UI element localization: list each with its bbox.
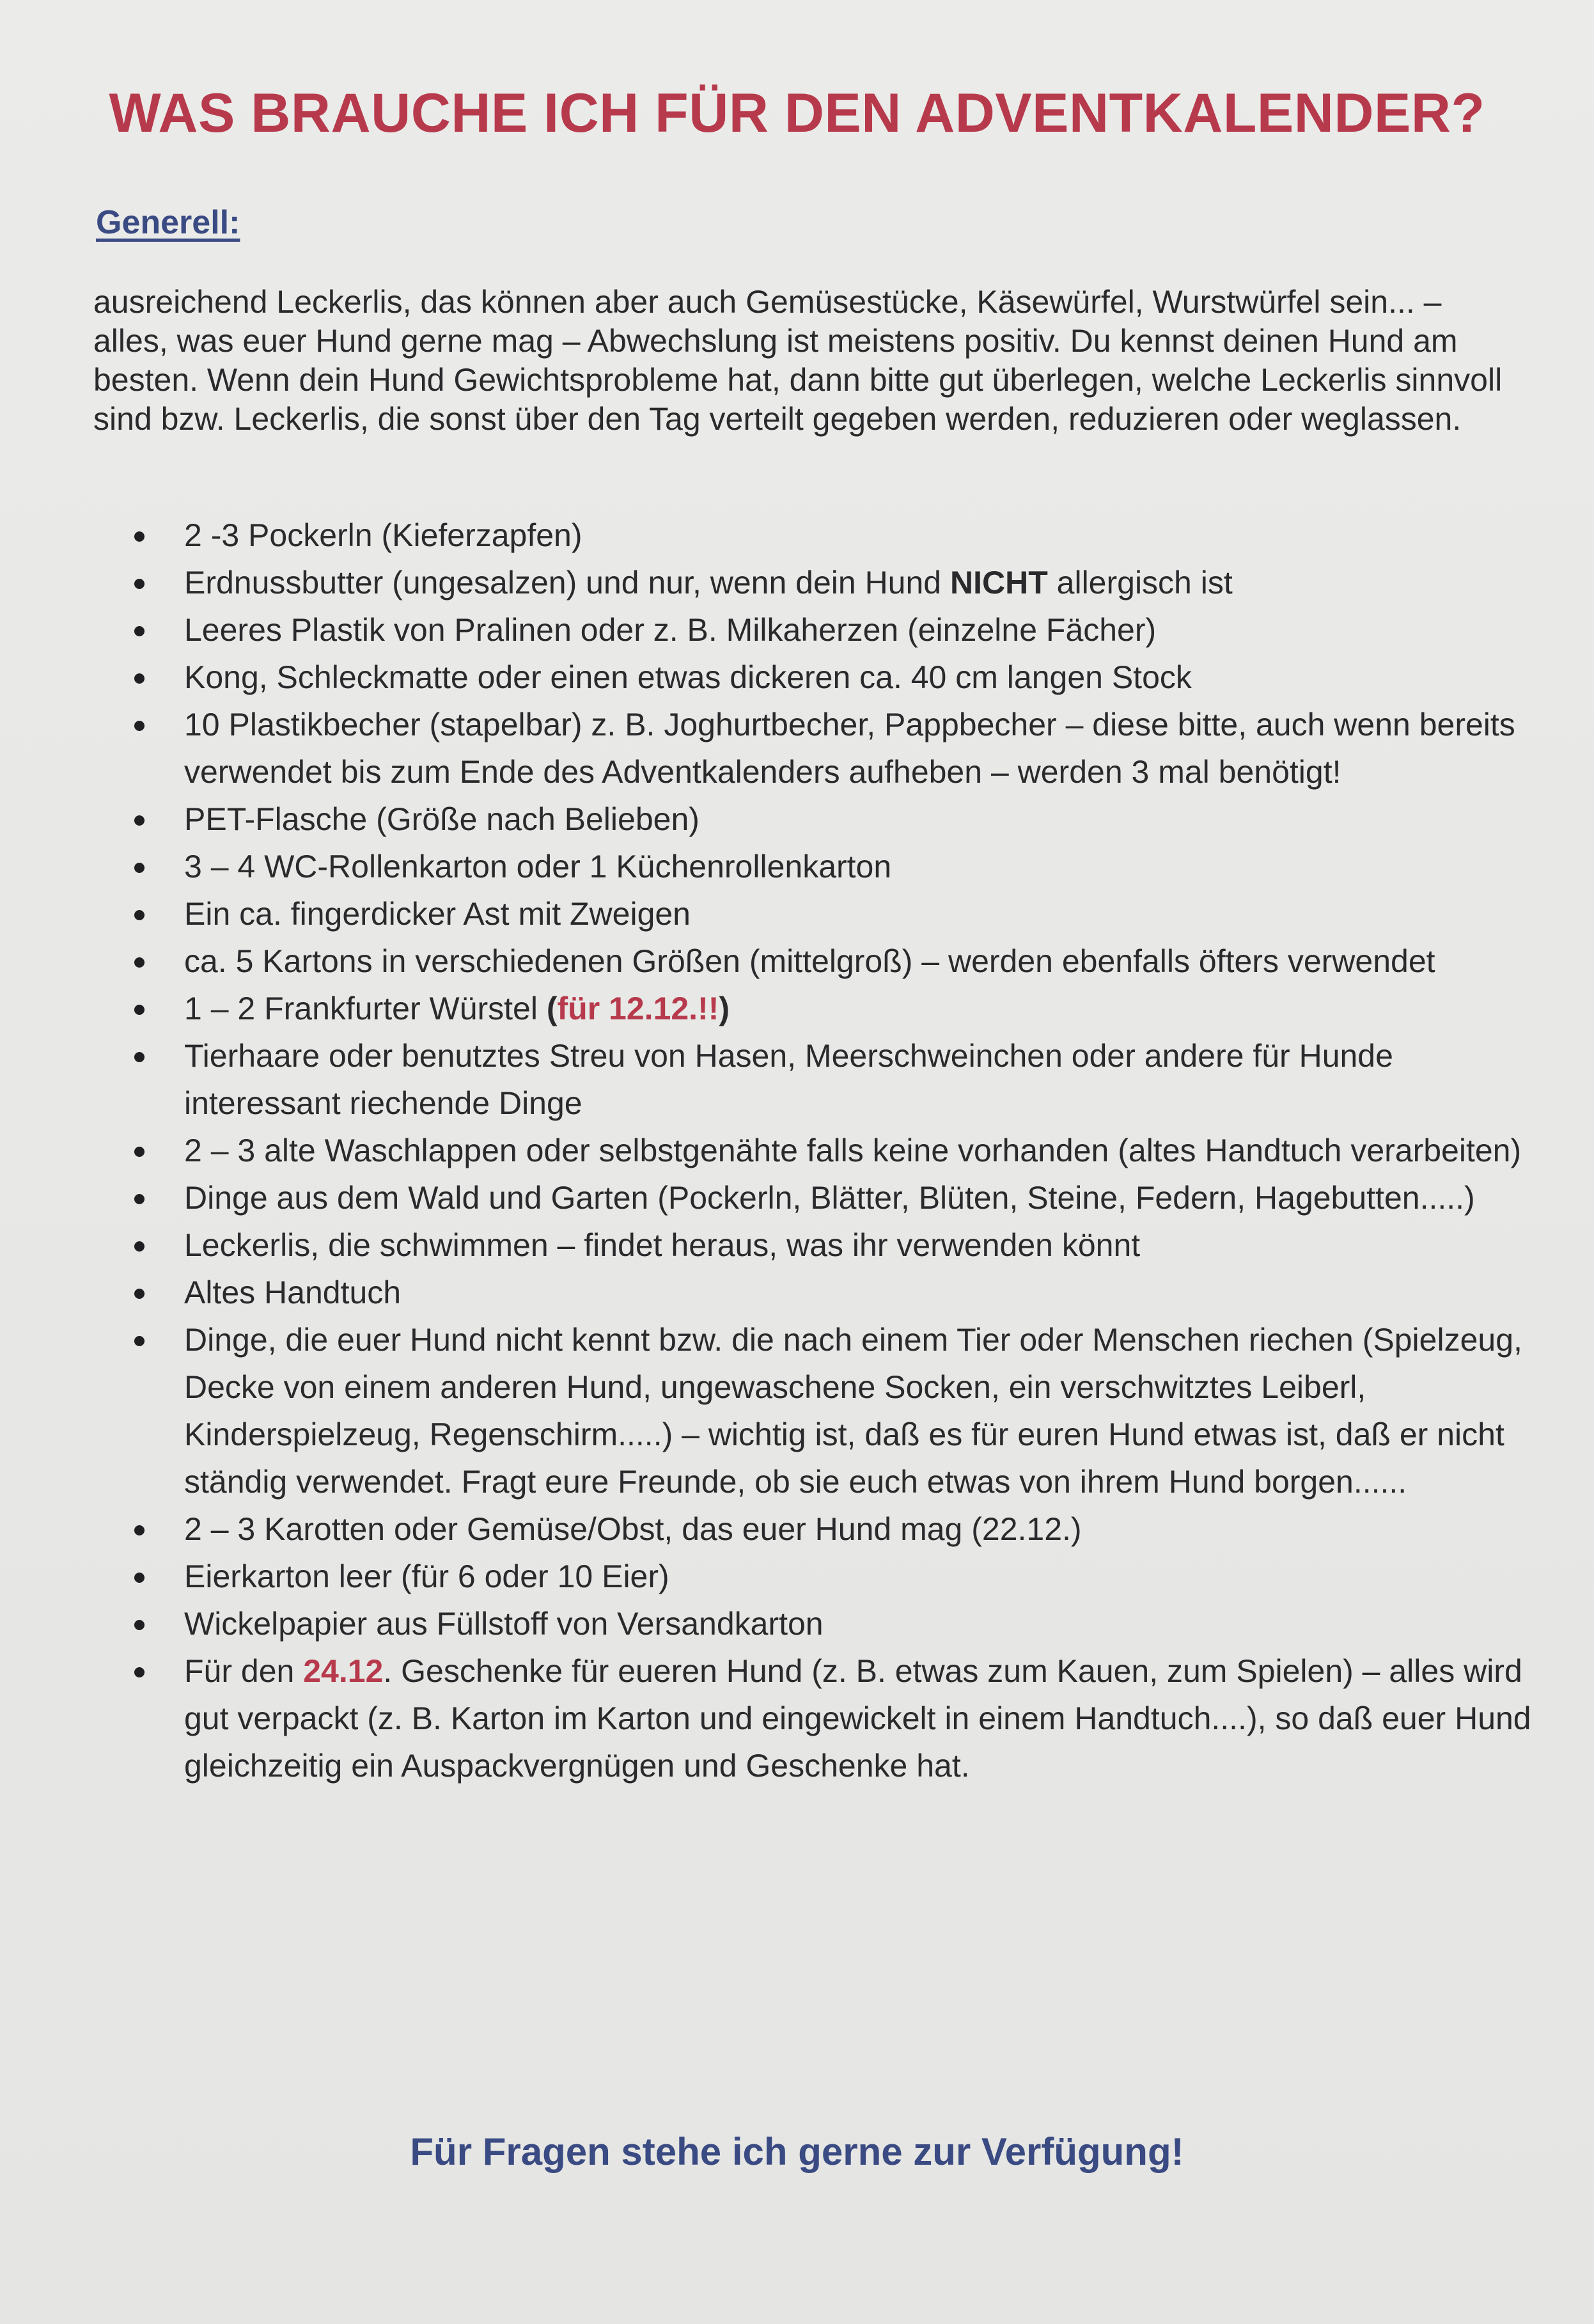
list-item (134, 1316, 1541, 1505)
list-item-text: allergisch ist (1047, 565, 1233, 601)
bullet-icon (134, 1005, 145, 1015)
bullet-icon (134, 1573, 145, 1583)
bullet-icon (134, 1147, 145, 1157)
date-highlight: für 12.12.!! (557, 991, 719, 1026)
list-item (134, 843, 1541, 890)
list-item-text: Kong, Schleckmatte oder einen etwas dickeren ca. 40 cm langen Stock (184, 659, 1192, 695)
supply-list (134, 512, 1541, 1789)
list-item (134, 1032, 1541, 1127)
list-item (134, 1127, 1541, 1174)
list-item (134, 654, 1541, 701)
list-item-text: Für den (184, 1653, 304, 1689)
bullet-icon (134, 1289, 145, 1299)
list-item (134, 1221, 1541, 1269)
list-item-text: 3 – 4 WC-Rollenkarton oder 1 Küchenrollenkarton (184, 849, 892, 884)
list-item (134, 559, 1541, 606)
list-item-text: Ein ca. fingerdicker Ast mit Zweigen (184, 896, 691, 932)
list-item-text: Altes Handtuch (184, 1275, 402, 1310)
paren-open: ( (546, 991, 558, 1026)
bullet-icon (134, 1052, 145, 1062)
bullet-icon (134, 1620, 145, 1630)
list-item (134, 1553, 1541, 1600)
bullet-icon (134, 1525, 145, 1535)
section-heading-generell: Generell: (96, 204, 240, 241)
bullet-icon (134, 531, 145, 542)
list-item (134, 938, 1541, 985)
list-item-text: 1 – 2 Frankfurter Würstel (184, 991, 547, 1026)
bullet-icon (134, 626, 145, 636)
bullet-icon (134, 1336, 145, 1346)
paren-close: ) (719, 991, 730, 1026)
date-highlight: 24.12 (303, 1653, 384, 1689)
list-item-text: ca. 5 Kartons in verschiedenen Größen (mittelgroß) – werden ebenfalls öfters verwendet (184, 943, 1435, 979)
emphasis-text: NICHT (950, 565, 1048, 601)
bullet-icon (134, 863, 145, 873)
footer-note: Für Fragen stehe ich gerne zur Verfügung! (410, 2130, 1184, 2173)
list-item-text: Tierhaare oder benutztes Streu von Hasen, Meerschweinchen oder andere für Hunde interessant riechende Dinge (184, 1038, 1393, 1121)
intro-paragraph: ausreichend Leckerlis, das können aber auch Gemüsestücke, Käsewürfel, Wurstwürfel sein... – alles, was euer Hund gerne mag – Abwechslung ist meistens positiv. Du kennst deinen Hund am besten. Wenn dein Hund Gewichtsprobleme hat, dann bitte gut überlegen, welche Leckerlis sinnvoll sind bzw. Leckerlis, die sonst über den Tag verteilt gegeben werden, reduzieren oder weglassen. (93, 284, 1503, 437)
list-item (134, 1505, 1541, 1553)
bullet-icon (134, 910, 145, 920)
list-item-text: 10 Plastikbecher (stapelbar) z. B. Joghurtbecher, Pappbecher – diese bitte, auch wenn bereits verwendet bis zum Ende des Adventkalenders aufheben – werden 3 mal benötigt! (184, 707, 1515, 790)
list-item-text: Wickelpapier aus Füllstoff von Versandkarton (184, 1606, 824, 1642)
bullet-icon (134, 957, 145, 968)
list-item-text: PET-Flasche (Größe nach Belieben) (184, 801, 699, 837)
bullet-icon (134, 673, 145, 684)
list-item-text: Erdnussbutter (ungesalzen) und nur, wenn dein Hund (184, 565, 950, 601)
list-item-text: Eierkarton leer (für 6 oder 10 Eier) (184, 1558, 669, 1594)
list-item (134, 701, 1541, 796)
list-item-text: Leeres Plastik von Pralinen oder z. B. Milkaherzen (einzelne Fächer) (184, 612, 1157, 648)
bullet-icon (134, 721, 145, 731)
list-item (134, 796, 1541, 843)
list-item-text: Dinge, die euer Hund nicht kennt bzw. die nach einem Tier oder Menschen riechen (Spielzeug, Decke von einem anderen Hund, ungewaschene Socken, ein verschwitztes Leiberl, Kinderspielzeug, Regenschirm.....) – wichtig ist, daß es für euren Hund etwas ist, daß er nicht ständig verwendet. Fragt eure Freunde, ob sie euch etwas von ihrem Hund borgen...... (184, 1322, 1522, 1500)
page-title: WAS BRAUCHE ICH FÜR DEN ADVENTKALENDER? (109, 82, 1485, 144)
list-item (134, 1174, 1541, 1221)
bullet-icon (134, 1194, 145, 1204)
list-item-text: 2 – 3 Karotten oder Gemüse/Obst, das euer Hund mag (22.12.) (184, 1511, 1082, 1547)
list-item-text: 2 -3 Pockerln (Kieferzapfen) (184, 517, 582, 553)
bullet-icon (134, 815, 145, 826)
list-item (134, 890, 1541, 938)
list-item (134, 606, 1541, 654)
list-item-text: Leckerlis, die schwimmen – findet heraus, was ihr verwenden könnt (184, 1227, 1141, 1263)
list-item (134, 1647, 1541, 1789)
list-item (134, 512, 1541, 559)
list-item (134, 985, 1541, 1032)
list-item (134, 1600, 1541, 1647)
bullet-icon (134, 1241, 145, 1252)
list-item (134, 1269, 1541, 1316)
bullet-icon (134, 1667, 145, 1677)
list-item-text: Dinge aus dem Wald und Garten (Pockerln, Blätter, Blüten, Steine, Federn, Hagebutten.....) (184, 1180, 1475, 1216)
bullet-icon (134, 579, 145, 589)
list-item-text: . Geschenke für eueren Hund (z. B. etwas zum Kauen, zum Spielen) – alles wird gut verpackt (z. B. Karton im Karton und eingewickelt in einem Handtuch....), so daß euer Hund gleichzeitig ein Auspackvergnügen und Geschenke hat. (184, 1653, 1531, 1784)
list-item-text: 2 – 3 alte Waschlappen oder selbstgenähte falls keine vorhanden (altes Handtuch verarbeiten) (184, 1133, 1522, 1168)
